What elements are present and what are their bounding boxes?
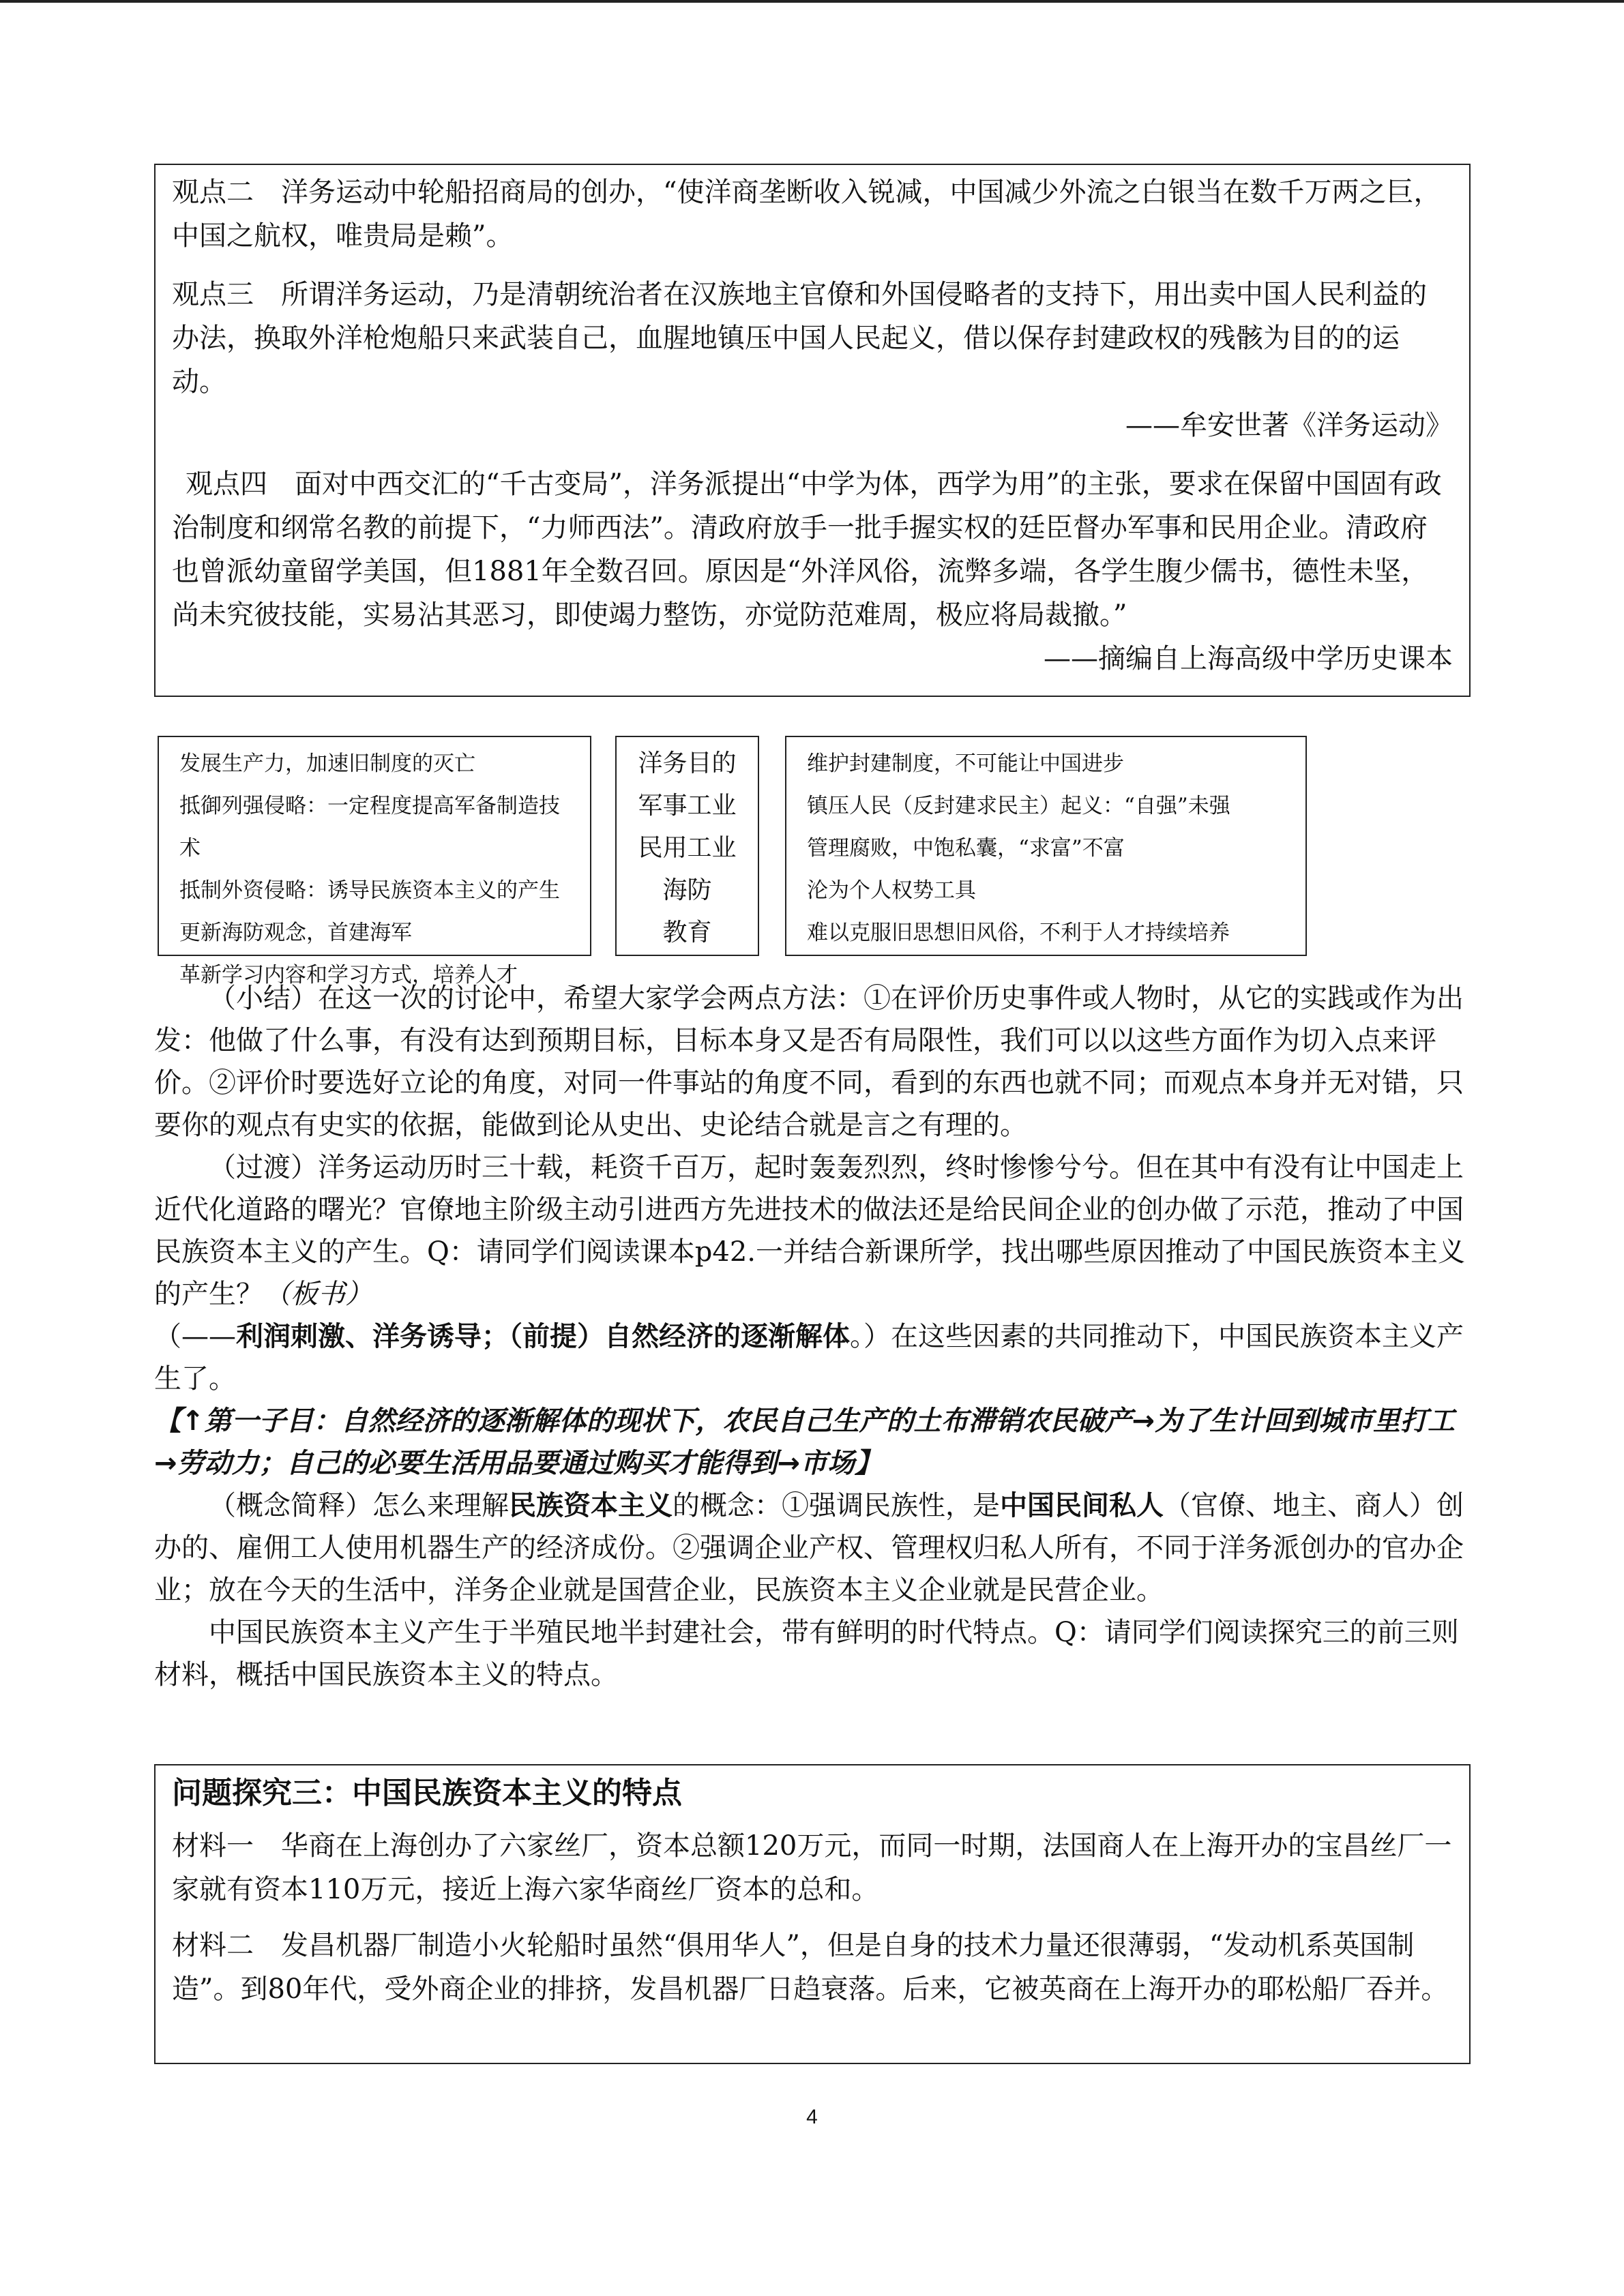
concept-text-e: （官僚、地主、商人）创办的、雇佣工人使用机器生产的经济成份。②强调企业产权、管理权归私人所有，不同于洋务派创办的官办企业；放在今天的生活中，洋务企业就是国营企业，民族资本主义企业就是民营企业。 (154, 1490, 1464, 1606)
inquiry-title: 问题探究三：中国民族资本主义的特点 (172, 1776, 682, 1810)
main-text (154, 977, 1471, 1696)
answer-bold: 利润刺激、洋务诱导；（前提）自然经济的逐渐解体 (236, 1321, 850, 1352)
negative-item: 管理腐败，中饱私囊，“求富”不富 (807, 836, 1125, 861)
aspect-item: 洋务目的 (638, 749, 737, 777)
negative-item: 沦为个人权势工具 (807, 878, 976, 903)
page-number: 4 (806, 2106, 818, 2128)
aspect-box (615, 736, 759, 956)
viewpoint-four: 观点四 面对中西交汇的“千古变局”，洋务派提出“中学为体，西学为用”的主张，要求在保留中国固有政治制度和纲常名教的前提下，“力师西法”。清政府放手一批手握实权的廷臣督办军事和民用企业。清政府也曾派幼童留学美国，但1881年全数召回。原因是“外洋风俗，流弊多端，各学生腹少儒书，德性未坚，尚未究彼技能，实易沾其恶习，即使竭力整饬，亦觉防范难周，极应将局裁撤。” (172, 468, 1442, 631)
aspect-item: 教育 (662, 919, 712, 946)
note-paragraph: 【↑第一子目：自然经济的逐渐解体的现状下，农民自己生产的土布滞销农民破产→为了生计回到城市里打工→劳动力；自己的必要生活用品要通过购买才能得到→市场】 (154, 1405, 1456, 1479)
positive-item: 发展生产力，加速旧制度的灭亡 (179, 751, 475, 776)
negative-evaluation-box (785, 736, 1307, 956)
viewpoint-four-source: ——摘编自上海高级中学历史课本 (1044, 643, 1453, 674)
answer-open: （—— (154, 1321, 236, 1352)
concept-text-c: 的概念：①强调民族性，是 (673, 1490, 1000, 1521)
transition-text: （过渡）洋务运动历时三十载，耗资千百万，起时轰轰烈烈，终时惨惨兮兮。但在其中有没有让中国走上近代化道路的曙光？官僚地主阶级主动引进西方先进技术的做法还是给民间企业的创办做了示范，推动了中国民族资本主义的产生。Q：请同学们阅读课本p42.一并结合新课所学，找出哪些原因推动了中国民族资本主义的产生？ (154, 1152, 1466, 1310)
concept-paragraph (154, 1485, 1471, 1611)
positive-evaluation-box (158, 736, 591, 987)
negative-item: 维护封建制度，不可能让中国进步 (807, 751, 1124, 776)
summary-paragraph: （小结）在这一次的讨论中，希望大家学会两点方法：①在评价历史事件或人物时，从它的实践或作为出发：他做了什么事，有没有达到预期目标，目标本身又是否有局限性，我们可以以这些方面作为切入点来评价。②评价时要选好立论的角度，对同一件事站的角度不同，看到的东西也就不同；而观点本身并无对错，只要你的观点有史实的依据，能做到论从史出、史论结合就是言之有理的。 (154, 983, 1464, 1141)
material-two: 材料二 发昌机器厂制造小火轮船时虽然“俱用华人”，但是自身的技术力量还很薄弱，“发动机系英国制造”。到80年代，受外商企业的排挤，发昌机器厂日趋衰落。后来，它被英商在上海开办的耶松船厂吞并。 (172, 1930, 1449, 2005)
page-top-border (0, 0, 1624, 3)
features-paragraph: 中国民族资本主义产生于半殖民地半封建社会，带有鲜明的时代特点。Q：请同学们阅读探究三的前三则材料，概括中国民族资本主义的特点。 (154, 1617, 1459, 1690)
aspect-item: 海防 (662, 876, 712, 904)
negative-item: 难以克服旧思想旧风俗，不利于人才持续培养 (807, 921, 1230, 945)
board-note: （板书） (263, 1279, 372, 1310)
positive-item: 抵制外资侵略：诱导民族资本主义的产生 (179, 878, 560, 903)
positive-item: 抵御列强侵略：一定程度提高军备制造技术 (179, 794, 560, 861)
concept-term: 民族资本主义 (509, 1490, 673, 1521)
concept-text-a: （概念简释）怎么来理解 (209, 1490, 509, 1521)
viewpoint-three-source: ——牟安世著《洋务运动》 (1125, 410, 1453, 441)
aspect-item: 民用工业 (638, 834, 737, 862)
answer-close: 。）在这些因素的共同推动下，中国民族资本主义产生了。 (154, 1321, 1464, 1395)
viewpoint-two: 观点二 洋务运动中轮船招商局的创办，“使洋商垄断收入锐减，中国减少外流之白银当在数千万两之巨，中国之航权，唯贵局是赖”。 (172, 177, 1441, 252)
concept-emphasis: 中国民间私人 (1000, 1490, 1164, 1521)
material-one: 材料一 华商在上海创办了六家丝厂，资本总额120万元，而同一时期，法国商人在上海开办的宝昌丝厂一家就有资本110万元，接近上海六家华商丝厂资本的总和。 (172, 1830, 1452, 1905)
positive-item: 革新学习内容和学习方式，培养人才 (179, 963, 518, 987)
aspect-item: 军事工业 (638, 792, 737, 820)
inquiry-box (154, 1764, 1471, 2064)
transition-paragraph (154, 1146, 1471, 1315)
negative-item: 镇压人民（反封建求民主）起义：“自强”未强 (807, 794, 1230, 818)
answer-paragraph (154, 1315, 1471, 1400)
viewpoints-box (154, 164, 1471, 697)
viewpoint-three: 观点三 所谓洋务运动，乃是清朝统治者在汉族地主官僚和外国侵略者的支持下，用出卖中国人民利益的办法，换取外洋枪炮船只来武装自己，血腥地镇压中国人民起义，借以保存封建政权的残骸为目的的运动。 (172, 279, 1427, 398)
positive-item: 更新海防观念，首建海军 (179, 921, 412, 945)
